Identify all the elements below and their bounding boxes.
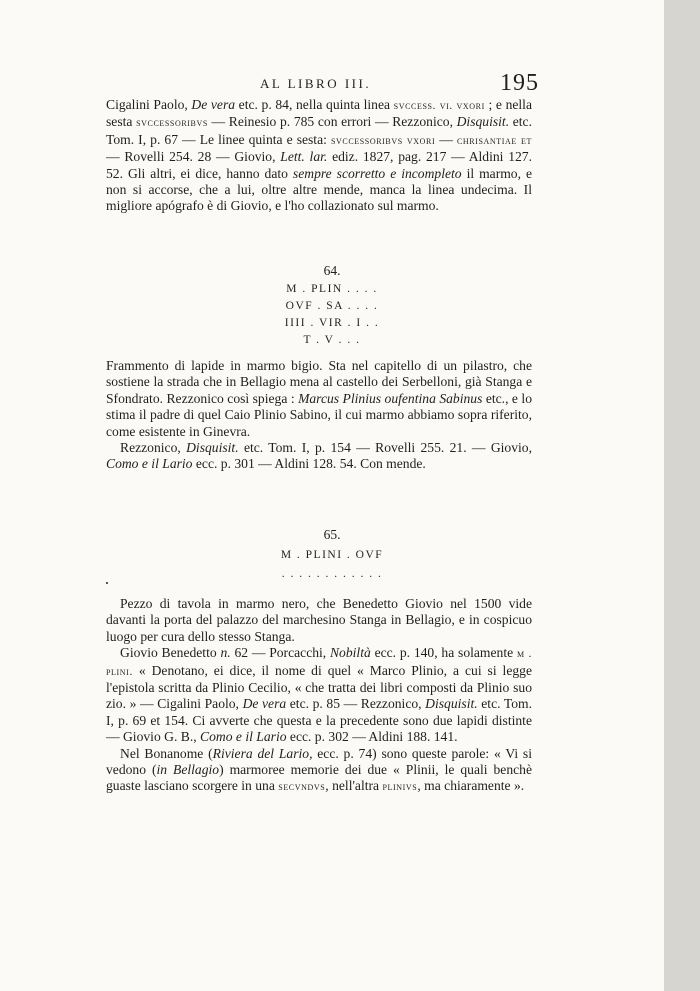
page-number: 195 (500, 70, 539, 96)
commentary-paragraph-65: Pezzo di tavola in marmo nero, che Benedetto Giovio nel 1500 vide davanti la porta del palazzo del marchesino Stanga in Bellagio, e in cospicuo luogo per cura dello stesso Stanga. Giovio Benedetto n. 62 — Porcacchi, Nobiltà ecc. p. 140, ha solamente m . plini. « Denotano, ei dice, il nome di quel « Marco Plinio, a cui si legge l'epistola scritta da Plinio Cecilio, « che tratta dei libri composti da Plinio suo zio. » — Cigalini Paolo, De vera etc. p. 85 — Rezzonico, Disquisit. etc. Tom. I, p. 69 et 154. Ci avverte che questa e la precedente sono due lapidi distinte — Giovio G. B., Como e il Lario ecc. p. 302 — Aldini 188. 141. Nel Bonanome (Riviera del Lario, ecc. p. 74) sono queste parole: « Vi si vedono (in Bellagio) marmoree memorie dei due « Plinii, le quali benchè guaste lasciano scorgere in una secvndvs, nell'altra plinivs, ma chiaramente ». (106, 596, 532, 794)
running-title: AL LIBRO III. (260, 76, 372, 91)
inscription-number: 64. (323, 263, 341, 278)
inscription-line: M . PLINI . OVF (280, 549, 384, 561)
inscription-65 (0, 527, 664, 583)
inscription-line: M . PLIN . . . . (286, 283, 378, 295)
page-edge (664, 0, 700, 991)
inscription-line: IIII . VIR . I . . (284, 317, 380, 329)
commentary-paragraph-63: Cigalini Paolo, De vera etc. p. 84, nella quinta linea svccess. vi. vxori ; e nella sesta svccessoribvs — Reinesio p. 785 con errori — Rezzonico, Disquisit. etc. Tom. I, p. 67 — Le linee quinta e sesta: svccessoribvs vxori — chrisantiae et — Rovelli 254. 28 — Giovio, Lett. lar. ediz. 1827, pag. 217 — Aldini 127. 52. Gli altri, ei dice, hanno dato sempre scorretto e incompleto il marmo, e non si accorse, che a lui, oltre altre mende, manca la linea undecima. Il migliore apógrafo è di Giovio, e l'ho collazionato sul marmo. (106, 97, 533, 214)
inscription-dots: . . . . . . . . . . . . (281, 568, 383, 580)
commentary-paragraph-64: Frammento di lapide in marmo bigio. Sta nel capitello di un pilastro, che sostiene la strada che in Bellagio mena al castello dei Serbelloni, già Stanga e Sfondrato. Rezzonico così spiega : Marcus Plinius oufentina Sabinus etc., e lo stima il padre di quel Caio Plinio Sabino, il cui marmo abbiamo sopra riferito, come esistente in Ginevra. Rezzonico, Disquisit. etc. Tom. I, p. 154 — Rovelli 255. 21. — Giovio, Como e il Lario ecc. p. 301 — Aldini 128. 54. Con mende. (106, 358, 533, 472)
inscription-number: 65. (323, 527, 341, 542)
inscription-64 (0, 263, 664, 349)
inscription-line: OVF . SA . . . . (285, 300, 379, 312)
stray-mark (106, 582, 108, 584)
inscription-line: T . V . . . (303, 334, 361, 346)
